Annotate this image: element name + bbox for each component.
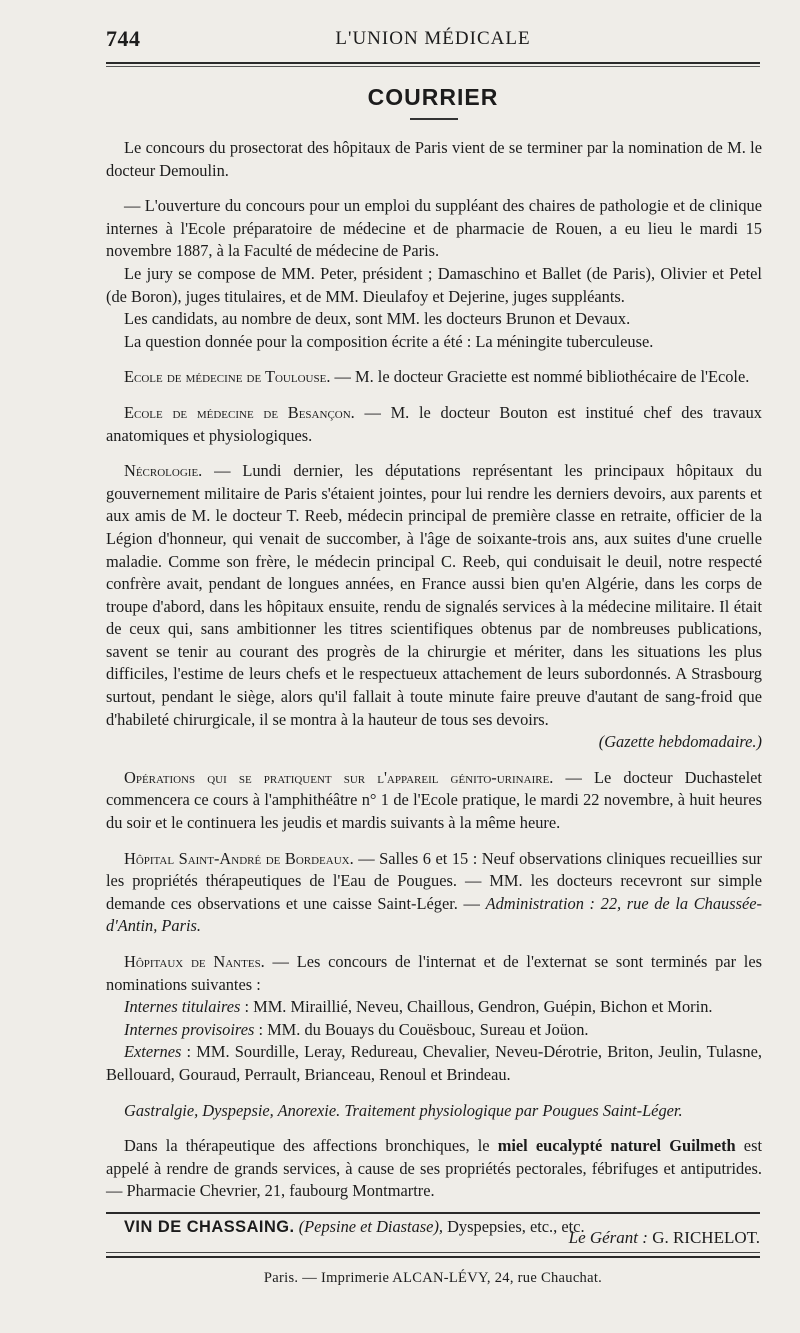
paragraph-toulouse <box>106 366 762 389</box>
text-bordeaux: — Salles 6 et 15 : Neuf observations cliniques recueillies sur les propriétés thérapeutiques de l'Eau de Pougues. — MM. les docteurs recevront sur simple demande ces observations et une caisse Saint-Léger. — <box>106 848 763 913</box>
paragraph-question: La question donnée pour la composition écrite a été : La méningite tuberculeuse. <box>124 331 654 351</box>
label-internes-titulaires: Internes titulaires <box>124 997 241 1017</box>
section-title: COURRIER <box>367 84 499 110</box>
paragraph-candidats: Les candidats, au nombre de deux, sont MM. les docteurs Brunon et Devaux. <box>124 309 631 329</box>
page-header <box>106 22 760 62</box>
paragraph-bordeaux <box>106 848 762 938</box>
footer-rule-top <box>106 1212 760 1214</box>
paragraph-operations <box>106 767 762 835</box>
text-nantes: — Les concours de l'internat et de l'externat se sont terminés par les nominations suivantes : <box>106 952 763 994</box>
advert-miel <box>106 1135 762 1203</box>
label-bordeaux: Hôpital Saint-André de Bordeaux. <box>124 848 354 868</box>
attribution-gazette: (Gazette hebdomadaire.) <box>598 732 762 752</box>
paragraph-prosectorat: Le concours du prosectorat des hôpitaux de Paris vient de se terminer par la nomination de M. le docteur Demoulin. <box>106 138 762 180</box>
gerant-name: G. RICHELOT. <box>647 1228 760 1247</box>
label-toulouse: Ecole de médecine de Toulouse. <box>124 367 331 387</box>
text-externes: : MM. Sourdille, Leray, Redureau, Chevalier, Neveu-Dérotrie, Briton, Jeulin, Tulasne, Bellouard, Gouraud, Perrault, Brianceau, Renoul et Brindeau. <box>106 1042 762 1084</box>
paragraph-besancon <box>106 402 762 447</box>
text-operations: — Le docteur Duchastelet commencera ce cours à l'amphithéâtre n° 1 de l'Ecole pratique, le mardi 22 novembre, à huit heures du soir et le continuera les jeudis et mardis suivants à la même heure. <box>106 767 762 833</box>
page-number: 744 <box>106 26 141 51</box>
text-toulouse: — M. le docteur Graciette est nommé bibliothécaire de l'Ecole. <box>330 367 750 387</box>
advert-vin-text: Dyspepsies, etc., etc. <box>443 1216 585 1236</box>
text-internes-provisoires: : MM. du Bouays du Couësbouc, Sureau et Joüon. <box>254 1019 589 1039</box>
paragraph-necrologie <box>106 460 762 731</box>
advert-vin-subtitle: (Pepsine et Diastase), <box>294 1216 443 1236</box>
label-operations: Opérations qui se pratiquent sur l'appareil génito-urinaire. <box>124 767 554 787</box>
article-body <box>106 137 762 1239</box>
header-rule-thin <box>106 66 760 67</box>
text-besancon: — M. le docteur Bouton est institué chef des travaux anatomiques et physiologiques. <box>106 402 762 445</box>
printer-imprint: Paris. — Imprimerie ALCAN-LÉVY, 24, rue Chauchat. <box>263 1270 603 1286</box>
advert-pougues <box>106 1100 762 1123</box>
gerant-label: Le Gérant : <box>568 1228 648 1247</box>
label-necrologie: Nécrologie. <box>124 461 203 481</box>
label-nantes: Hôpitaux de Nantes. <box>124 952 265 971</box>
advert-vin-product: VIN DE CHASSAING. <box>124 1217 295 1236</box>
paragraph-concours-rouen: — L'ouverture du concours pour un emploi du suppléant des chaires de pathologie et de clinique internes à l'Ecole préparatoire de médecine et de pharmacie de Rouen, a eu lieu le mardi 15 novembre 1887, à la Faculté de médecine de Paris. <box>106 196 762 261</box>
label-besancon: Ecole de médecine de Besançon. <box>124 402 355 422</box>
paragraph-nantes <box>106 951 762 996</box>
journal-title: L'UNION MÉDICALE <box>335 28 531 49</box>
header-rule <box>106 62 760 64</box>
text-internes-titulaires: : MM. Miraillié, Neveu, Chaillous, Gendron, Guépin, Bichon et Morin. <box>240 997 713 1017</box>
address-administration: Administration : 22, rue de la Chaussée-d'Antin, Paris. <box>106 893 762 936</box>
footer-rule-thin <box>106 1252 760 1253</box>
advert-miel-intro: Dans la thérapeutique des affections bronchiques, le <box>124 1136 498 1156</box>
label-externes: Externes <box>124 1042 182 1062</box>
paragraph-jury: Le jury se compose de MM. Peter, président ; Damaschino et Ballet (de Paris), Olivier et Petel (de Boron), juges titulaires, et de MM. Dieulafoy et Dejerine, juges suppléants. <box>106 263 762 306</box>
footer-rule-bottom <box>106 1256 760 1258</box>
advert-pougues-text: Gastralgie, Dyspepsie, Anorexie. Traitement physiologique par Pougues Saint-Léger. <box>124 1100 683 1120</box>
paragraph-externes <box>106 1041 762 1086</box>
paragraph-internes-titulaires <box>106 996 762 1019</box>
advert-miel-product: miel eucalypté naturel Guilmeth <box>497 1136 736 1156</box>
paragraph-internes-provisoires <box>106 1019 762 1042</box>
title-underline <box>410 118 458 120</box>
gerant-signature <box>106 1228 760 1248</box>
label-internes-provisoires: Internes provisoires <box>124 1019 255 1039</box>
advert-miel-text: est appelé à rendre de grands services, à cause de ses propriétés pectorales, fébrifuges et antiputrides. — Pharmacie Chevrier, 21, faubourg Montmartre. <box>106 1136 763 1201</box>
text-necrologie: — Lundi dernier, les députations représentant les principaux hôpitaux du gouvernement militaire de Paris s'étaient jointes, pour lui rendre les derniers devoirs, aux parents et aux amis de M. le docteur T. Reeb, médecin principal de première classe en retraite, officier de la Légion d'honneur, qui venait de succomber, à l'âge de soixante-trois ans, aux suites d'une cruelle maladie. Comme son frère, le médecin principal C. Reeb, qui conduisait le deuil, notre respecté confrère avait, pendant de longues années, en France aussi bien qu'en Algérie, dans les corps de troupe d'abord, dans les hôpitaux ensuite, rendu de signalés services à la médecine militaire. Il était de ceux qui, sans ambitionner les titres scientifiques obtenus par de nombreuses publications, savent se tenir au courant des progrès de la chirurgie et mériter, dans les situations les plus difficiles, l'estime de leurs chefs et le respectueux attachement de leurs subordonnés. A Strasbourg surtout, pendant le siège, alors qu'il fallait à toute minute faire preuve d'autant de sang-froid que d'habileté chirurgicale, il se montra à la hauteur de tous ses devoirs. <box>106 461 762 729</box>
